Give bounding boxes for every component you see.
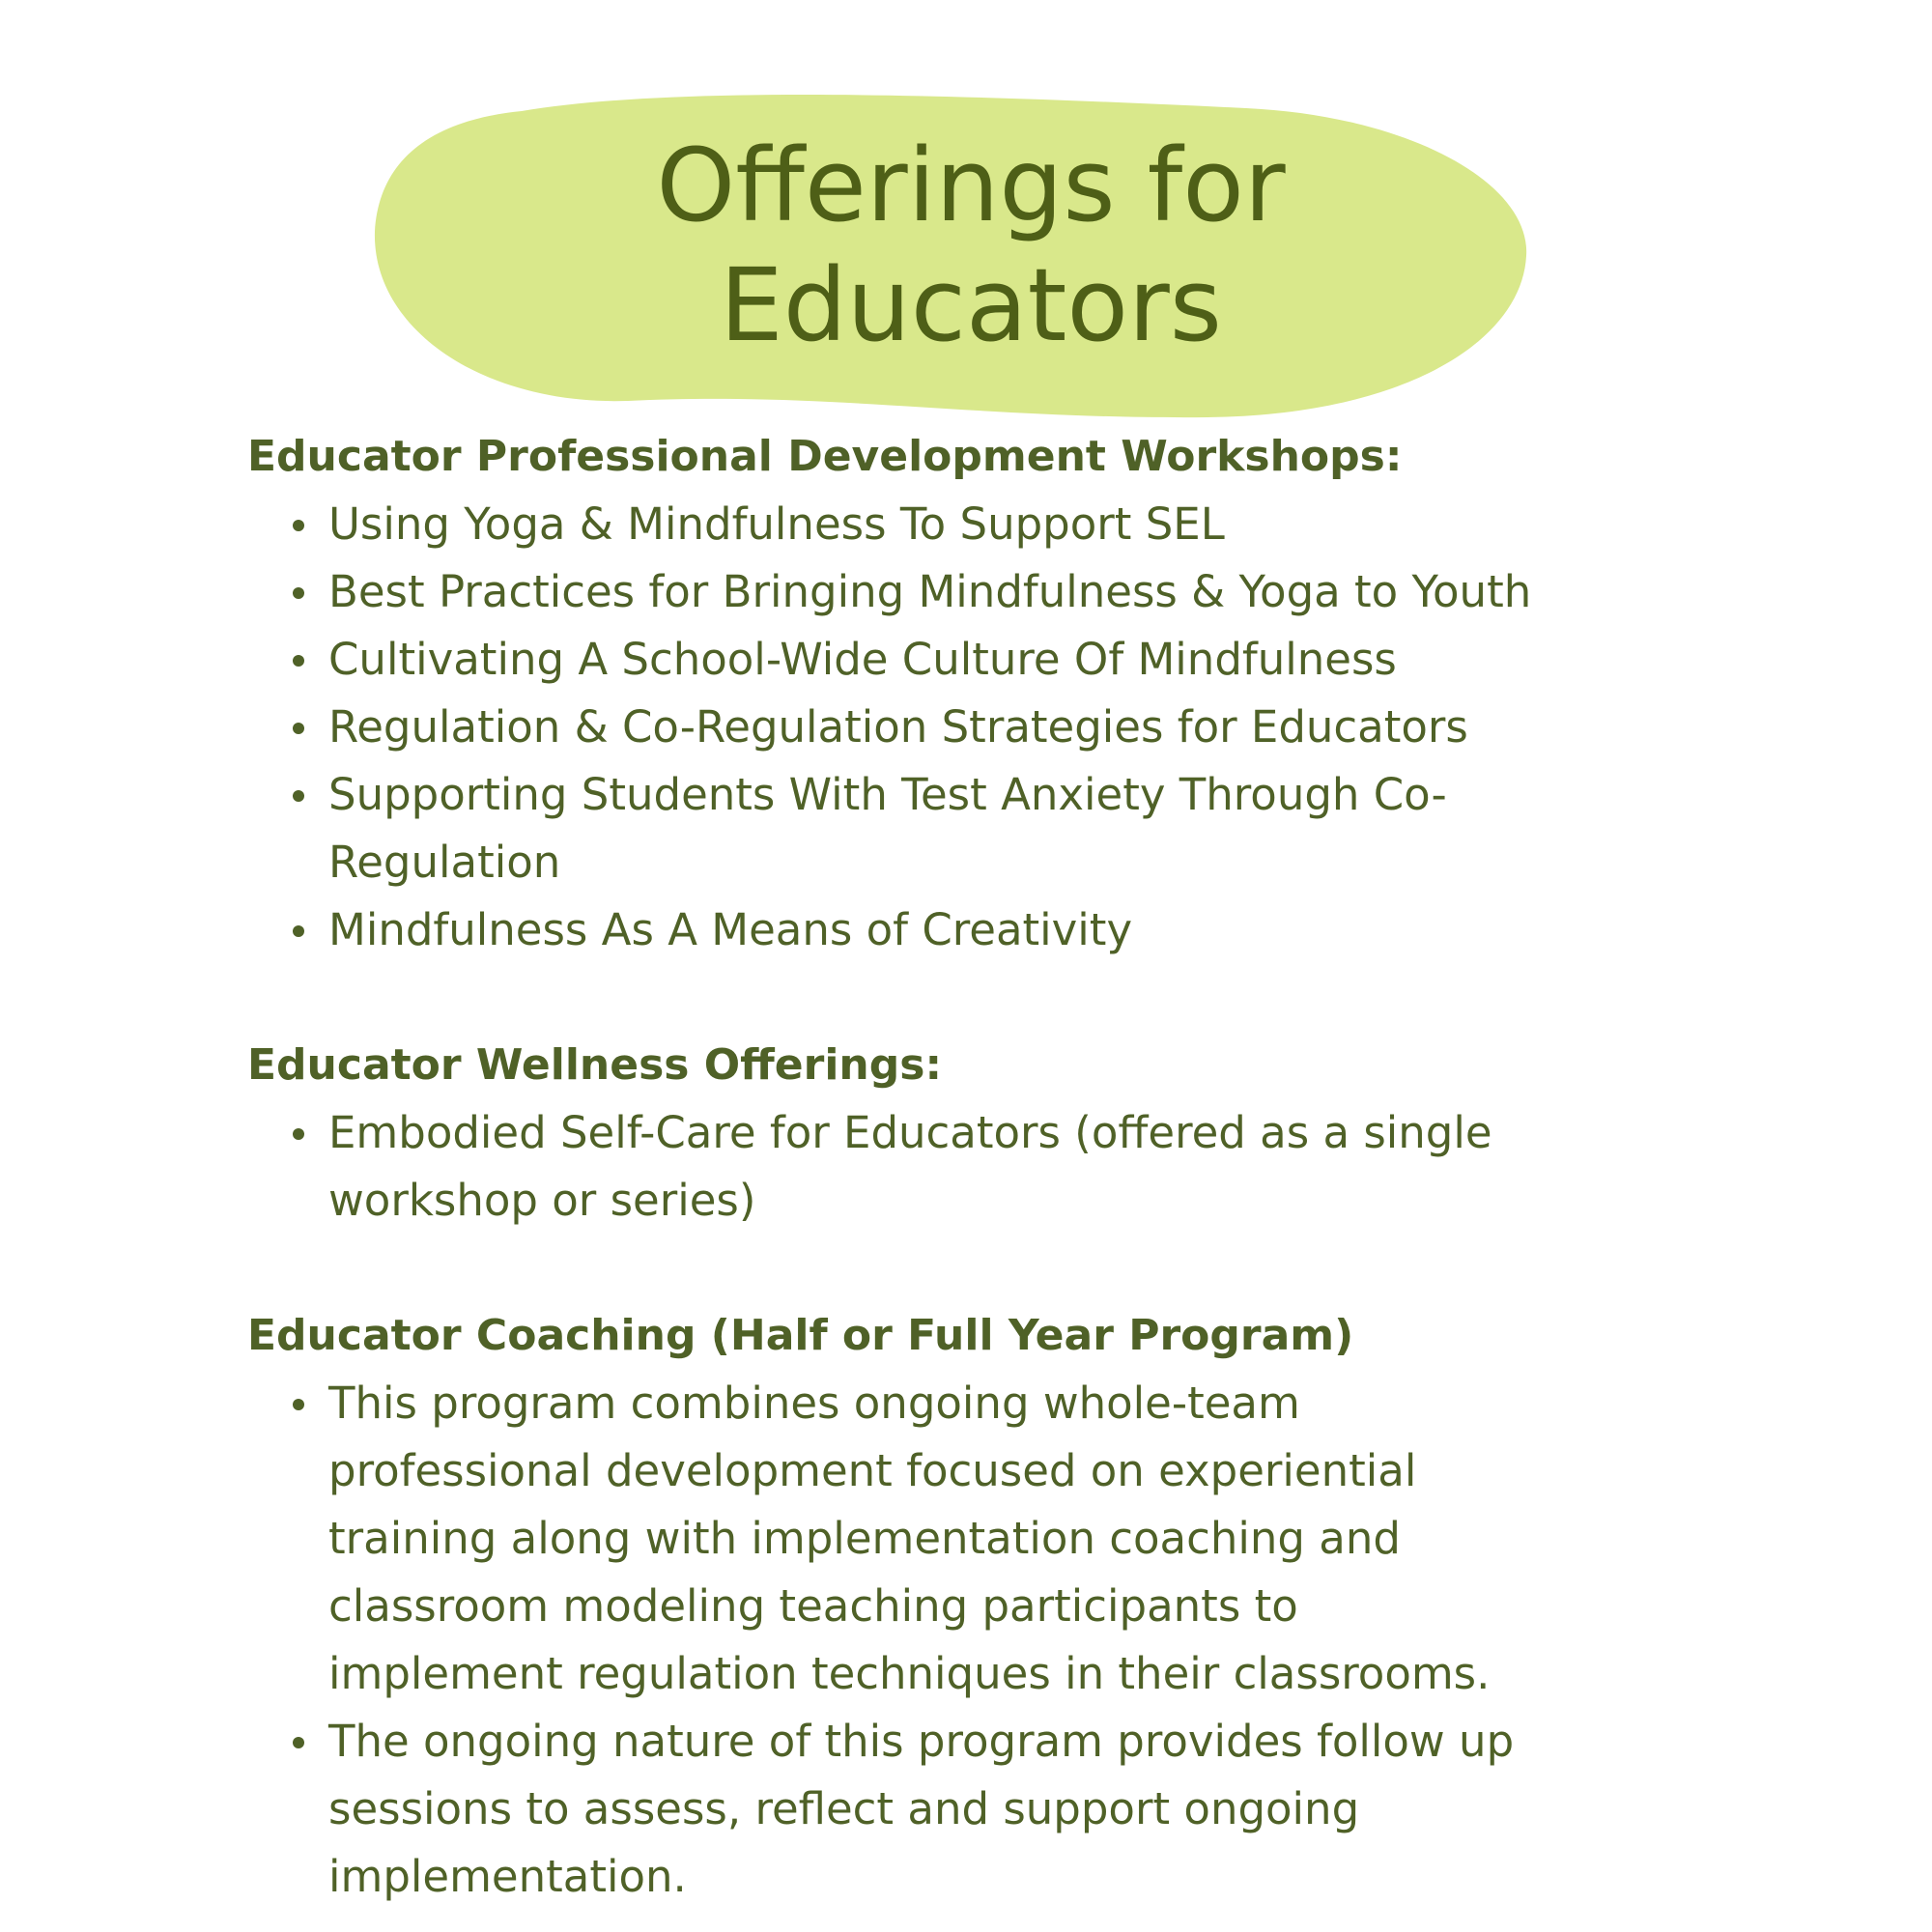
list-item — [247, 1370, 1716, 1708]
list-item — [247, 558, 1716, 626]
bullet-dot-icon — [293, 723, 304, 734]
list-item-text: Mindfulness As A Means of Creativity — [328, 904, 1133, 955]
section-professional-development — [247, 423, 1716, 964]
page-title-line-2: Educators — [720, 246, 1222, 364]
list-item — [247, 1099, 1716, 1235]
bullet-dot-icon — [293, 790, 304, 802]
section-heading: Educator Coaching (Half or Full Year Program) — [247, 1311, 1354, 1360]
section-wellness — [247, 1032, 1716, 1235]
list-item-text: Using Yoga & Mindfulness To Support SEL — [328, 498, 1225, 550]
list-item — [247, 761, 1716, 896]
list-item — [247, 896, 1716, 964]
list-item-text: Embodied Self-Care for Educators (offered as a single workshop or series) — [328, 1107, 1492, 1226]
list-item-text: Supporting Students With Test Anxiety Through Co-Regulation — [328, 769, 1447, 888]
section-heading: Educator Professional Development Workshops: — [247, 432, 1403, 481]
list-item-text: The ongoing nature of this program provides follow up sessions to assess, reflect and support ongoing implementation. — [328, 1716, 1515, 1902]
list-item-text: This program combines ongoing whole-team professional development focused on experiential training along with implementation coaching and classroom modeling teaching participants to implement regulation techniques in their classrooms. — [328, 1378, 1491, 1699]
list-item — [247, 491, 1716, 558]
list-item-text: Cultivating A School-Wide Culture Of Mindfulness — [328, 634, 1397, 685]
bullet-dot-icon — [293, 520, 304, 531]
wellness-list — [247, 1099, 1716, 1235]
list-item-text: Best Practices for Bringing Mindfulness & Yoga to Youth — [328, 566, 1532, 617]
list-item — [247, 626, 1716, 694]
list-item — [247, 1708, 1716, 1911]
list-item-text: Regulation & Co-Regulation Strategies for Educators — [328, 701, 1468, 753]
bullet-dot-icon — [293, 655, 304, 667]
coaching-list — [247, 1370, 1716, 1911]
section-heading: Educator Wellness Offerings: — [247, 1040, 943, 1090]
page-title-line-1: Offerings for — [656, 127, 1286, 244]
page-title — [377, 126, 1565, 365]
bullet-dot-icon — [293, 1399, 304, 1410]
workshop-list — [247, 491, 1716, 964]
bullet-dot-icon — [293, 587, 304, 599]
bullet-dot-icon — [293, 1128, 304, 1140]
bullet-dot-icon — [293, 1737, 304, 1748]
section-coaching — [247, 1302, 1716, 1911]
bullet-dot-icon — [293, 925, 304, 937]
list-item — [247, 694, 1716, 761]
offerings-content — [247, 423, 1716, 1911]
